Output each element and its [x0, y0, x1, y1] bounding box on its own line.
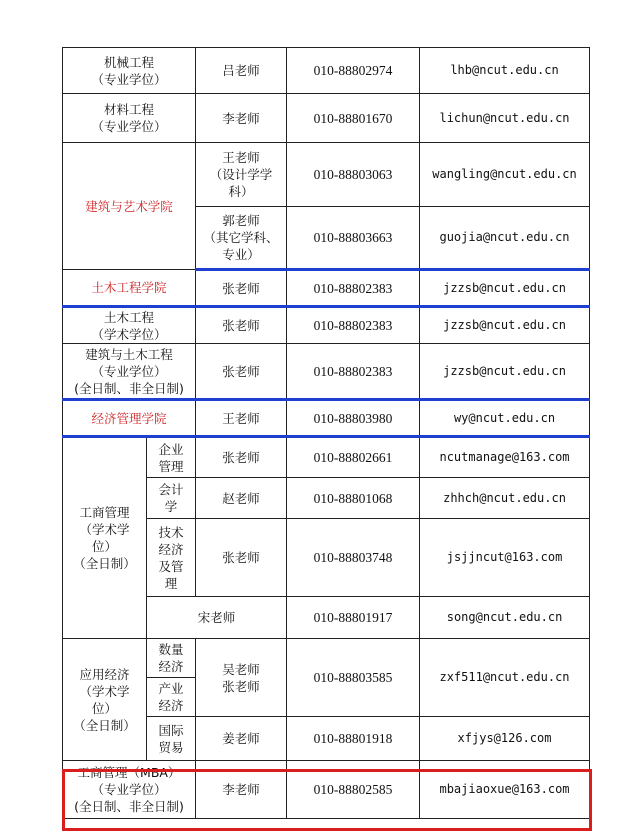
teacher-cell — [196, 207, 287, 270]
phone-cell: 010-88802383 — [287, 307, 420, 344]
email-cell: guojia@ncut.edu.cn — [420, 207, 590, 270]
phone-cell: 010-88802585 — [287, 761, 420, 819]
table-row — [63, 761, 590, 819]
study-mode: (全日制、非全日制) — [74, 380, 184, 396]
teacher-cell: 李老师 — [196, 94, 287, 143]
teacher-cell: 吕老师 — [196, 48, 287, 94]
teacher-cell: 宋老师 — [147, 597, 287, 639]
direction-name: 理 — [164, 575, 178, 591]
direction-name: 学 — [164, 499, 178, 514]
teacher-note: 科） — [228, 184, 254, 199]
phone-cell: 010-88803663 — [287, 207, 420, 270]
teacher-cell: 李老师 — [196, 761, 287, 819]
degree-type: （专业学位） — [91, 71, 167, 87]
email-cell: ncutmanage@163.com — [420, 437, 590, 478]
degree-type: （学术学位） — [91, 326, 167, 342]
degree-type: （专业学位） — [91, 363, 167, 379]
teacher-cell: 姜老师 — [196, 717, 287, 761]
direction-name: 产业 — [158, 681, 184, 696]
teacher-cell — [196, 639, 287, 717]
email-cell: wangling@ncut.edu.cn — [420, 143, 590, 207]
email-cell: mbajiaoxue@163.com — [420, 761, 590, 819]
unit-cell — [63, 344, 196, 400]
teacher-cell: 张老师 — [196, 344, 287, 400]
email-cell: lhb@ncut.edu.cn — [420, 48, 590, 94]
contact-table — [62, 47, 590, 819]
table-row — [63, 48, 590, 94]
teacher-cell: 赵老师 — [196, 478, 287, 519]
direction-name: 管理 — [158, 458, 184, 474]
phone-cell: 010-88802661 — [287, 437, 420, 478]
direction-name: 经济 — [158, 698, 184, 713]
phone-cell: 010-88801917 — [287, 597, 420, 639]
direction-name: 及管 — [158, 558, 184, 574]
degree-type: （专业学位） — [91, 119, 167, 134]
email-cell: song@ncut.edu.cn — [420, 597, 590, 639]
direction-cell — [147, 478, 196, 519]
email-cell: xfjys@126.com — [420, 717, 590, 761]
unit-cell — [63, 48, 196, 94]
degree-type: （学术学 — [79, 522, 130, 537]
unit-cell — [63, 761, 196, 819]
unit-name: 建筑与土木工程 — [85, 346, 173, 362]
teacher-name: 张老师 — [222, 678, 260, 694]
program-name: 应用经济 — [79, 666, 130, 682]
teacher-cell: 王老师 — [196, 400, 287, 437]
phone-cell: 010-88803063 — [287, 143, 420, 207]
email-cell: jzzsb@ncut.edu.cn — [420, 307, 590, 344]
degree-type: 位） — [91, 539, 117, 554]
email-cell: lichun@ncut.edu.cn — [420, 94, 590, 143]
direction-cell — [147, 519, 196, 597]
direction-name: 数量 — [158, 642, 184, 657]
email-cell: jzzsb@ncut.edu.cn — [420, 270, 590, 307]
direction-name: 经济 — [158, 541, 184, 557]
teacher-cell: 张老师 — [196, 437, 287, 478]
email-cell: jzzsb@ncut.edu.cn — [420, 344, 590, 400]
degree-type: 位） — [91, 700, 117, 716]
teacher-cell: 张老师 — [196, 519, 287, 597]
unit-name: 工商管理（MBA） — [77, 765, 181, 780]
table-row — [63, 400, 590, 437]
unit-cell — [63, 307, 196, 344]
program-name: 工商管理 — [79, 505, 130, 520]
table-row — [63, 94, 590, 143]
teacher-cell — [196, 143, 287, 207]
direction-name: 会计 — [158, 482, 184, 497]
direction-name: 经济 — [158, 659, 184, 674]
study-mode: （全日制） — [73, 717, 136, 733]
phone-cell: 010-88803585 — [287, 639, 420, 717]
table-row — [63, 143, 590, 207]
direction-name: 贸易 — [158, 739, 184, 755]
teacher-note: 专业） — [222, 247, 260, 262]
direction-cell — [147, 437, 196, 478]
unit-name: 材料工程 — [104, 102, 155, 117]
teacher-note: （设计学学 — [209, 167, 273, 182]
teacher-note: （其它学科、 — [203, 230, 279, 245]
degree-type: （学术学 — [79, 683, 130, 699]
email-cell: zxf511@ncut.edu.cn — [420, 639, 590, 717]
study-mode: (全日制、非全日制) — [74, 799, 184, 814]
degree-type: （专业学位） — [91, 782, 167, 797]
direction-name: 技术 — [158, 524, 184, 540]
college-name: 土木工程学院 — [63, 270, 196, 307]
teacher-name: 吴老师 — [222, 661, 260, 677]
program-cell — [63, 437, 147, 639]
teacher-name: 郭老师 — [222, 213, 260, 228]
phone-cell: 010-88803748 — [287, 519, 420, 597]
teacher-cell: 张老师 — [196, 307, 287, 344]
table-row — [63, 307, 590, 344]
phone-cell: 010-88802974 — [287, 48, 420, 94]
phone-cell: 010-88802383 — [287, 344, 420, 400]
phone-cell: 010-88803980 — [287, 400, 420, 437]
phone-cell: 010-88801918 — [287, 717, 420, 761]
direction-cell — [147, 678, 196, 717]
college-name: 经济管理学院 — [63, 400, 196, 437]
teacher-name: 王老师 — [222, 150, 260, 165]
email-cell: wy@ncut.edu.cn — [420, 400, 590, 437]
unit-name: 土木工程 — [104, 309, 155, 325]
direction-cell — [147, 639, 196, 678]
direction-name: 国际 — [158, 722, 184, 738]
table-row — [63, 344, 590, 400]
program-cell — [63, 639, 147, 761]
email-cell: jsjjncut@163.com — [420, 519, 590, 597]
phone-cell: 010-88802383 — [287, 270, 420, 307]
teacher-cell: 张老师 — [196, 270, 287, 307]
unit-name: 机械工程 — [104, 54, 155, 70]
direction-name: 企业 — [158, 441, 184, 457]
table-row — [63, 270, 590, 307]
college-name: 建筑与艺术学院 — [63, 143, 196, 270]
phone-cell: 010-88801068 — [287, 478, 420, 519]
email-cell: zhhch@ncut.edu.cn — [420, 478, 590, 519]
table-row — [63, 639, 590, 678]
direction-cell — [147, 717, 196, 761]
study-mode: （全日制） — [73, 556, 136, 571]
unit-cell — [63, 94, 196, 143]
phone-cell: 010-88801670 — [287, 94, 420, 143]
table-row — [63, 437, 590, 478]
